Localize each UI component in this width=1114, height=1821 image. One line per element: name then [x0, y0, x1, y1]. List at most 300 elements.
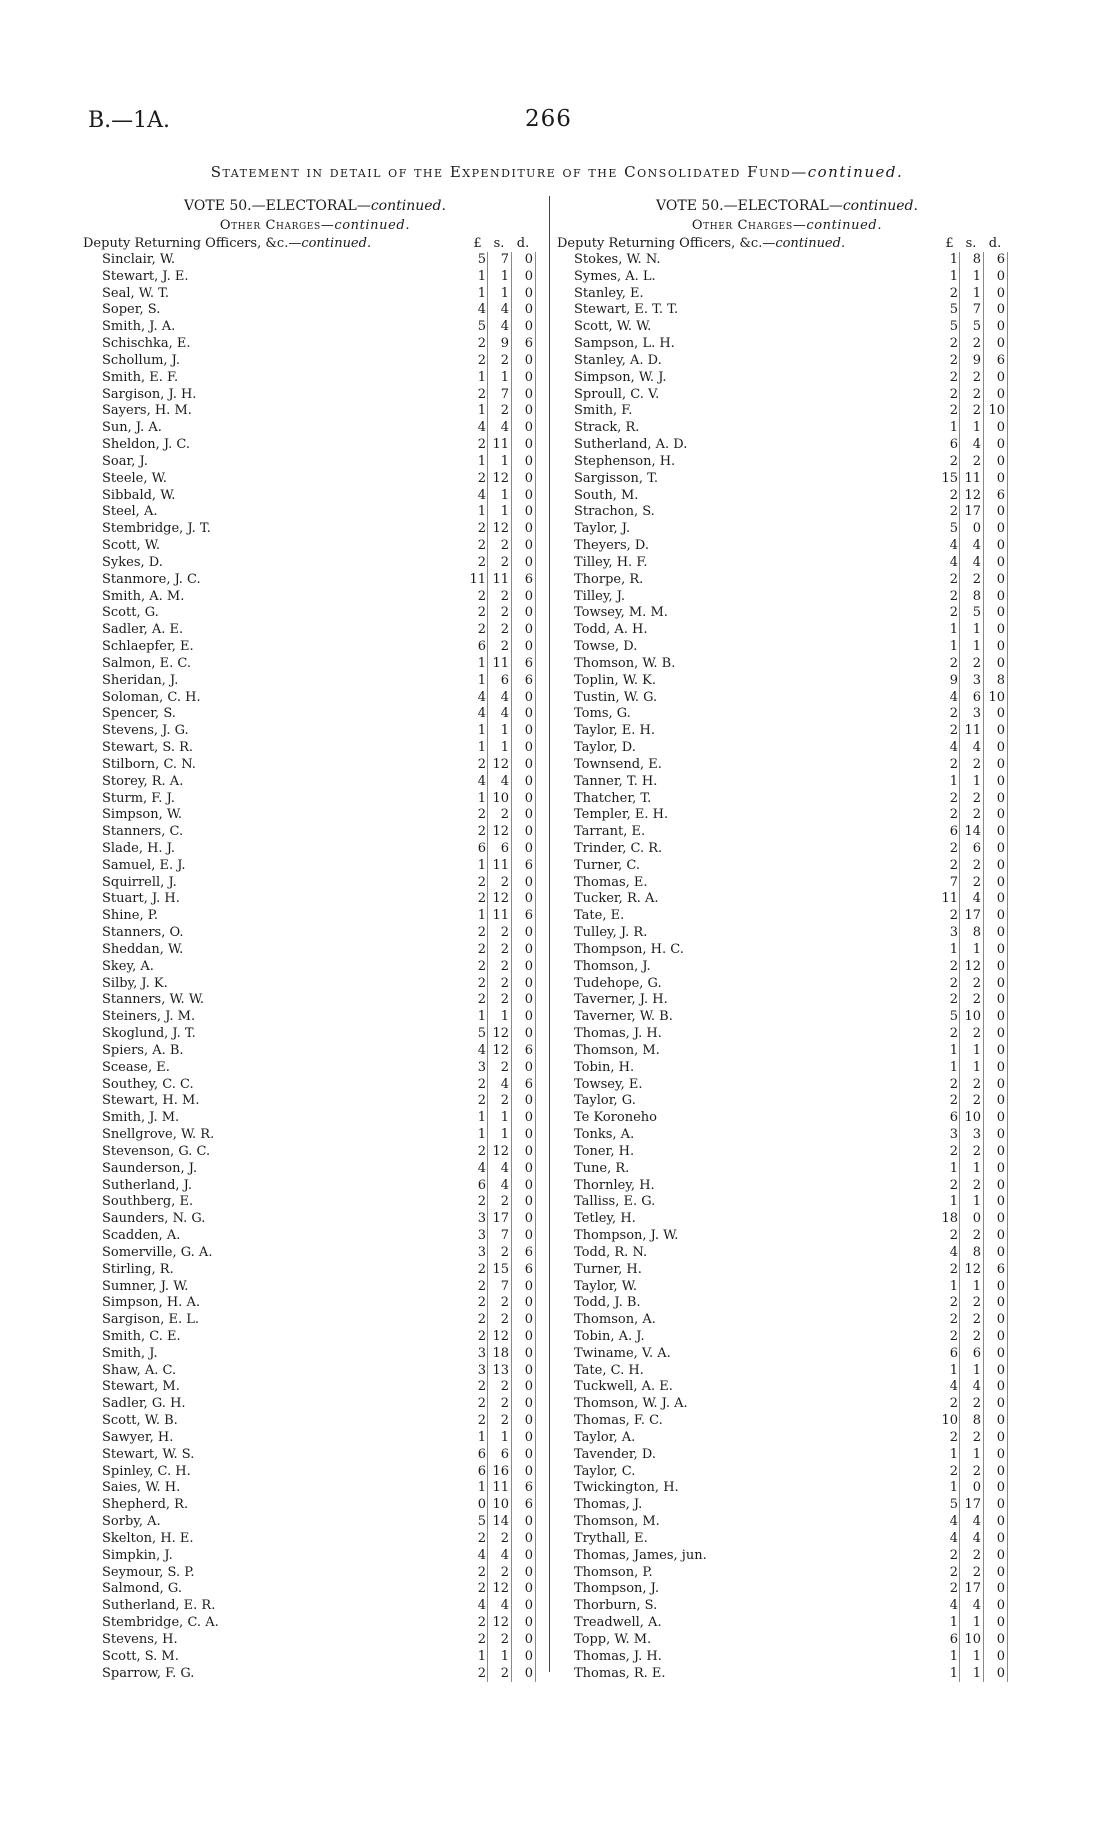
- pence-value: 0: [996, 1194, 1005, 1210]
- ledger-row: [557, 1480, 1017, 1497]
- deputy-heading: [557, 235, 845, 252]
- payee-name: Simpkin, J.: [102, 1547, 173, 1563]
- pounds-value: 4: [949, 1244, 958, 1260]
- pounds-value: 4: [477, 706, 486, 722]
- payee-name: Twiname, V. A.: [574, 1345, 671, 1361]
- pence-value: 0: [524, 891, 533, 907]
- ledger-row: [557, 757, 1017, 774]
- ledger-row: [557, 1632, 1017, 1649]
- shillings-value: 4: [500, 1076, 509, 1092]
- shillings-value: 4: [500, 1598, 509, 1614]
- pence-value: 0: [524, 1127, 533, 1143]
- shillings-value: 1: [500, 1009, 509, 1025]
- payee-name: Thomas, James, jun.: [574, 1547, 707, 1563]
- ledger-row: [557, 437, 1017, 454]
- ledger-row: [557, 992, 1017, 1009]
- ledger-row: [85, 420, 545, 437]
- payee-name: Stirling, R.: [102, 1261, 174, 1277]
- ledger-row: [557, 656, 1017, 673]
- ledger-row: [85, 1194, 545, 1211]
- shillings-value: 7: [500, 1278, 509, 1294]
- shillings-value: 2: [500, 403, 509, 419]
- payee-name: Towsey, M. M.: [574, 605, 668, 621]
- pence-header: d.: [988, 236, 1002, 251]
- pounds-value: 4: [477, 1547, 486, 1563]
- pence-value: 0: [996, 1429, 1005, 1445]
- pence-value: 10: [988, 403, 1005, 419]
- payee-name: Scott, W. B.: [102, 1413, 178, 1429]
- pence-value: 0: [524, 1143, 533, 1159]
- payee-name: Tate, C. H.: [574, 1362, 644, 1378]
- pence-value: 0: [524, 420, 533, 436]
- pounds-value: 2: [477, 1396, 486, 1412]
- pounds-value: 4: [477, 487, 486, 503]
- pence-value: 0: [524, 689, 533, 705]
- shillings-value: 1: [972, 941, 981, 957]
- shillings-value: 2: [500, 554, 509, 570]
- ledger-row: [85, 1329, 545, 1346]
- ledger-row: [557, 942, 1017, 959]
- ledger-row: [557, 976, 1017, 993]
- ledger-row: [557, 723, 1017, 740]
- ledger-row: [557, 1413, 1017, 1430]
- pence-value: 0: [996, 1665, 1005, 1681]
- ledger-row: [85, 353, 545, 370]
- shillings-value: 10: [492, 1497, 509, 1513]
- pounds-value: 9: [949, 672, 958, 688]
- pounds-value: 1: [477, 1127, 486, 1143]
- payee-name: Sargisson, T.: [574, 470, 659, 486]
- payee-name: Thomson, A.: [574, 1312, 656, 1328]
- shillings-value: 2: [500, 925, 509, 941]
- ledger-row: [557, 791, 1017, 808]
- shillings-value: 2: [500, 941, 509, 957]
- shillings-value: 1: [972, 268, 981, 284]
- ledger-row: [85, 976, 545, 993]
- pence-value: 0: [996, 1497, 1005, 1513]
- deputy-heading: [83, 235, 371, 252]
- pounds-value: 4: [477, 420, 486, 436]
- shillings-value: 11: [492, 655, 509, 671]
- pounds-value: 2: [477, 538, 486, 554]
- shillings-value: 3: [972, 1127, 981, 1143]
- pence-value: 0: [996, 891, 1005, 907]
- shillings-value: 6: [972, 1345, 981, 1361]
- ledger-row: [85, 706, 545, 723]
- ledger-row: [557, 673, 1017, 690]
- payee-name: Taylor, D.: [574, 740, 636, 756]
- pence-value: 0: [996, 319, 1005, 335]
- pounds-value: 2: [949, 386, 958, 402]
- shillings-value: 17: [964, 1497, 981, 1513]
- shillings-value: 1: [972, 622, 981, 638]
- charges-heading: [85, 216, 545, 235]
- shillings-value: 7: [500, 1228, 509, 1244]
- payee-name: Scott, W. W.: [574, 319, 652, 335]
- shillings-value: 1: [500, 1429, 509, 1445]
- ledger-row: [557, 1228, 1017, 1245]
- payee-name: Sheddan, W.: [102, 941, 184, 957]
- pounds-value: 2: [477, 824, 486, 840]
- pence-value: 0: [524, 1514, 533, 1530]
- payee-name: Stevenson, G. C.: [102, 1143, 211, 1159]
- column-divider: [549, 196, 550, 1672]
- shillings-value: 2: [500, 538, 509, 554]
- shillings-value: 2: [972, 1396, 981, 1412]
- ledger-row: [557, 1295, 1017, 1312]
- pounds-value: 6: [477, 1177, 486, 1193]
- ledger-row: [557, 1279, 1017, 1296]
- pounds-value: 2: [477, 1379, 486, 1395]
- shillings-value: 8: [972, 252, 981, 267]
- payee-name: Smith, E. F.: [102, 369, 179, 385]
- pence-value: 0: [524, 1379, 533, 1395]
- ledger-row: [557, 1581, 1017, 1598]
- payee-name: Smith, J. M.: [102, 1110, 180, 1126]
- payee-name: Sargison, E. L.: [102, 1312, 200, 1328]
- pence-value: 0: [996, 1598, 1005, 1614]
- pounds-value: 1: [949, 1648, 958, 1664]
- shillings-value: 2: [500, 588, 509, 604]
- pounds-value: 1: [949, 622, 958, 638]
- shillings-value: 2: [500, 992, 509, 1008]
- pounds-value: 3: [477, 1244, 486, 1260]
- pounds-value: 1: [949, 1059, 958, 1075]
- payee-name: Southey, C. C.: [102, 1076, 194, 1092]
- pounds-value: 5: [477, 1026, 486, 1042]
- ledger-row: [557, 521, 1017, 538]
- payee-name: Smith, A. M.: [102, 588, 185, 604]
- pounds-value: 3: [949, 925, 958, 941]
- payee-name: Thomas, J. H.: [574, 1026, 662, 1042]
- pence-value: 6: [996, 352, 1005, 368]
- shillings-value: 2: [500, 975, 509, 991]
- ledger-row: [557, 1649, 1017, 1666]
- pounds-value: 2: [949, 453, 958, 469]
- payee-name: Stilborn, C. N.: [102, 756, 196, 772]
- shillings-value: 2: [500, 874, 509, 890]
- ledger-row: [85, 252, 545, 269]
- pence-value: 0: [996, 453, 1005, 469]
- pounds-value: 2: [949, 1228, 958, 1244]
- payee-name: Thompson, J. W.: [574, 1228, 679, 1244]
- shillings-value: 1: [500, 268, 509, 284]
- payee-name: Tune, R.: [574, 1160, 630, 1176]
- pounds-value: 2: [949, 790, 958, 806]
- ledger-row: [557, 1093, 1017, 1110]
- pence-value: 0: [996, 521, 1005, 537]
- ledger-row: [85, 673, 545, 690]
- pence-value: 0: [996, 1631, 1005, 1647]
- pounds-value: 1: [477, 285, 486, 301]
- shillings-value: 8: [972, 1244, 981, 1260]
- ledger-row: [85, 521, 545, 538]
- pence-value: 0: [996, 470, 1005, 486]
- pence-value: 6: [524, 571, 533, 587]
- pence-value: 0: [524, 723, 533, 739]
- ledger-row: [85, 1026, 545, 1043]
- pounds-value: 2: [477, 470, 486, 486]
- pence-value: 0: [996, 1463, 1005, 1479]
- payee-name: Smith, F.: [574, 403, 633, 419]
- pounds-value: 1: [477, 504, 486, 520]
- pence-value: 0: [996, 706, 1005, 722]
- payee-name: Sorby, A.: [102, 1514, 161, 1530]
- pence-value: 0: [524, 622, 533, 638]
- ledger-row: [557, 875, 1017, 892]
- ledger-row: [557, 1110, 1017, 1127]
- pounds-value: 1: [949, 252, 958, 267]
- payee-name: Tilley, J.: [574, 588, 626, 604]
- shillings-value: 2: [972, 1429, 981, 1445]
- payee-name: Soper, S.: [102, 302, 161, 318]
- payee-name: Te Koroneho: [574, 1110, 657, 1126]
- pence-value: 0: [996, 538, 1005, 554]
- ledger-row: [85, 1077, 545, 1094]
- deputy-heading-text: Deputy Returning Officers, &c.—: [83, 236, 302, 251]
- ledger-row: [557, 454, 1017, 471]
- shillings-value: 12: [964, 1261, 981, 1277]
- pence-value: 0: [996, 554, 1005, 570]
- pounds-value: 4: [949, 1530, 958, 1546]
- ledger-row: [85, 1178, 545, 1195]
- ledger-row: [85, 1379, 545, 1396]
- pounds-value: 1: [477, 790, 486, 806]
- ledger-row: [85, 1565, 545, 1582]
- shillings-value: 13: [492, 1362, 509, 1378]
- payee-name: Sayers, H. M.: [102, 403, 192, 419]
- ledger-row: [557, 420, 1017, 437]
- shillings-value: 12: [492, 1581, 509, 1597]
- pence-value: 0: [996, 1514, 1005, 1530]
- pence-value: 6: [524, 1244, 533, 1260]
- shillings-value: 2: [972, 403, 981, 419]
- shillings-value: 6: [500, 1446, 509, 1462]
- shillings-value: 2: [972, 1076, 981, 1092]
- pounds-value: 4: [477, 302, 486, 318]
- pounds-value: 4: [477, 1160, 486, 1176]
- pence-value: 0: [996, 908, 1005, 924]
- payee-name: Salmond, G.: [102, 1581, 182, 1597]
- pence-value: 0: [996, 1396, 1005, 1412]
- pence-value: 0: [524, 1194, 533, 1210]
- shillings-value: 11: [492, 908, 509, 924]
- pounds-value: 3: [477, 1345, 486, 1361]
- payee-name: Seymour, S. P.: [102, 1564, 195, 1580]
- shillings-value: 17: [964, 908, 981, 924]
- pence-value: 0: [996, 992, 1005, 1008]
- payee-name: Tobin, A. J.: [574, 1329, 645, 1344]
- payee-name: Templer, E. H.: [574, 807, 669, 823]
- ledger-row: [85, 589, 545, 606]
- ledger-row: [85, 336, 545, 353]
- pence-value: 0: [524, 1278, 533, 1294]
- payee-name: Stanley, E.: [574, 285, 644, 301]
- shillings-value: 1: [500, 487, 509, 503]
- charges-heading-text: Other Charges—: [219, 218, 335, 233]
- column-rule: [487, 252, 488, 1682]
- payee-name: Stewart, M.: [102, 1379, 180, 1395]
- shillings-value: 17: [964, 504, 981, 520]
- shillings-value: 4: [500, 773, 509, 789]
- payee-name: Thomson, W. J. A.: [574, 1396, 688, 1412]
- pounds-value: 1: [949, 1446, 958, 1462]
- shillings-value: 1: [972, 1042, 981, 1058]
- shillings-value: 1: [972, 1194, 981, 1210]
- ledger-row: [85, 1312, 545, 1329]
- ledger-row: [557, 908, 1017, 925]
- ledger-row: [557, 1043, 1017, 1060]
- payee-name: Soar, J.: [102, 453, 148, 469]
- pence-value: 0: [996, 1648, 1005, 1664]
- column-rule: [511, 252, 512, 1682]
- pence-value: 0: [996, 1446, 1005, 1462]
- shillings-value: 4: [972, 437, 981, 453]
- shillings-value: 6: [972, 840, 981, 856]
- shillings-value: 14: [964, 824, 981, 840]
- payee-name: Stanners, O.: [102, 925, 184, 941]
- statement-title: [0, 163, 1114, 181]
- shillings-value: 6: [500, 672, 509, 688]
- pounds-value: 2: [949, 1093, 958, 1109]
- ledger-row: [85, 572, 545, 589]
- ledger-row: [85, 992, 545, 1009]
- pounds-value: 2: [477, 1194, 486, 1210]
- ledger-row: [85, 1110, 545, 1127]
- payee-name: Thatcher, T.: [574, 790, 652, 806]
- shillings-value: 2: [972, 571, 981, 587]
- shillings-value: 2: [972, 857, 981, 873]
- pence-value: 0: [524, 403, 533, 419]
- shillings-value: 4: [972, 1379, 981, 1395]
- pence-value: 0: [996, 285, 1005, 301]
- shillings-value: 8: [972, 925, 981, 941]
- ledger-row: [85, 1649, 545, 1666]
- payee-name: Taylor, A.: [574, 1429, 636, 1445]
- ledger-row: [85, 454, 545, 471]
- shillings-value: 1: [972, 420, 981, 436]
- pounds-value: 2: [477, 622, 486, 638]
- payee-name: Sargison, J. H.: [102, 386, 197, 402]
- payee-name: Topp, W. M.: [574, 1631, 652, 1647]
- payee-name: Tilley, H. F.: [574, 554, 648, 570]
- pence-value: 0: [524, 807, 533, 823]
- ledger-row: [85, 538, 545, 555]
- payee-name: Sampson, L. H.: [574, 336, 675, 352]
- payee-name: Schlaepfer, E.: [102, 639, 194, 655]
- shillings-value: 10: [964, 1631, 981, 1647]
- payee-name: South, M.: [574, 487, 639, 503]
- pence-value: 0: [996, 1009, 1005, 1025]
- pounds-value: 6: [949, 824, 958, 840]
- ledger-row: [85, 942, 545, 959]
- payee-name: Taylor, G.: [574, 1093, 636, 1109]
- shillings-value: 5: [972, 319, 981, 335]
- pence-value: 6: [996, 252, 1005, 267]
- pounds-value: 2: [477, 1564, 486, 1580]
- pounds-value: 2: [949, 1026, 958, 1042]
- shillings-value: 2: [972, 336, 981, 352]
- payee-name: Stephenson, H.: [574, 453, 676, 469]
- pounds-value: 2: [949, 571, 958, 587]
- payee-name: Shepherd, R.: [102, 1497, 189, 1513]
- payee-name: Todd, J. B.: [574, 1295, 641, 1311]
- pounds-value: 2: [949, 352, 958, 368]
- pence-value: 0: [996, 723, 1005, 739]
- pence-value: 0: [996, 824, 1005, 840]
- payee-name: Taylor, W.: [574, 1278, 638, 1294]
- pence-value: 0: [996, 807, 1005, 823]
- pence-value: 0: [524, 302, 533, 318]
- ledger-row: [557, 1178, 1017, 1195]
- ledger-row: [557, 841, 1017, 858]
- pence-value: 0: [524, 992, 533, 1008]
- payee-name: Skey, A.: [102, 958, 154, 974]
- ledger-row: [85, 1514, 545, 1531]
- pence-value: 0: [996, 369, 1005, 385]
- shillings-value: 12: [492, 1026, 509, 1042]
- pence-value: 0: [524, 1665, 533, 1681]
- ledger-row: [557, 891, 1017, 908]
- shillings-value: 15: [492, 1261, 509, 1277]
- pence-value: 0: [996, 857, 1005, 873]
- payee-name: Toplin, W. K.: [574, 672, 656, 688]
- pounds-value: 2: [949, 1143, 958, 1159]
- pence-value: 0: [996, 756, 1005, 772]
- ledger-row: [85, 1144, 545, 1161]
- pence-value: 0: [524, 1228, 533, 1244]
- shillings-value: 2: [972, 1463, 981, 1479]
- pounds-value: 1: [949, 1278, 958, 1294]
- payee-name: Silby, J. K.: [102, 975, 168, 991]
- vote-heading: [557, 196, 1017, 216]
- payee-name: Sadler, A. E.: [102, 622, 184, 638]
- shillings-value: 4: [972, 1514, 981, 1530]
- ledger-row: [557, 1514, 1017, 1531]
- shillings-value: 3: [972, 672, 981, 688]
- pence-value: 0: [524, 538, 533, 554]
- ledger-row: [85, 319, 545, 336]
- payee-name: Sawyer, H.: [102, 1429, 174, 1445]
- pounds-value: 5: [477, 319, 486, 335]
- pence-value: 0: [996, 840, 1005, 856]
- shillings-value: 2: [500, 807, 509, 823]
- pounds-value: 2: [949, 487, 958, 503]
- pence-value: 0: [996, 1547, 1005, 1563]
- pence-value: 0: [996, 1295, 1005, 1311]
- document-reference: B.—1A.: [88, 108, 171, 133]
- shillings-value: 1: [972, 285, 981, 301]
- shillings-value: 12: [492, 824, 509, 840]
- column-rule: [535, 252, 536, 1682]
- ledger-row: [85, 1430, 545, 1447]
- payee-name: Simpson, W. J.: [574, 369, 667, 385]
- payee-name: Snellgrove, W. R.: [102, 1127, 215, 1143]
- payee-name: Stewart, E. T. T.: [574, 302, 679, 318]
- vote-heading-text: VOTE 50.—ELECTORAL—: [184, 198, 371, 214]
- shillings-value: 4: [500, 319, 509, 335]
- shillings-value: 2: [500, 1194, 509, 1210]
- pence-value: 6: [524, 672, 533, 688]
- shillings-value: 6: [500, 840, 509, 856]
- pence-value: 0: [996, 1530, 1005, 1546]
- shillings-value: 2: [500, 1093, 509, 1109]
- payee-name: Skelton, H. E.: [102, 1530, 194, 1546]
- payee-name: Turner, C.: [574, 857, 640, 873]
- pounds-value: 1: [949, 420, 958, 436]
- pence-value: 6: [524, 1261, 533, 1277]
- pounds-value: 5: [477, 252, 486, 267]
